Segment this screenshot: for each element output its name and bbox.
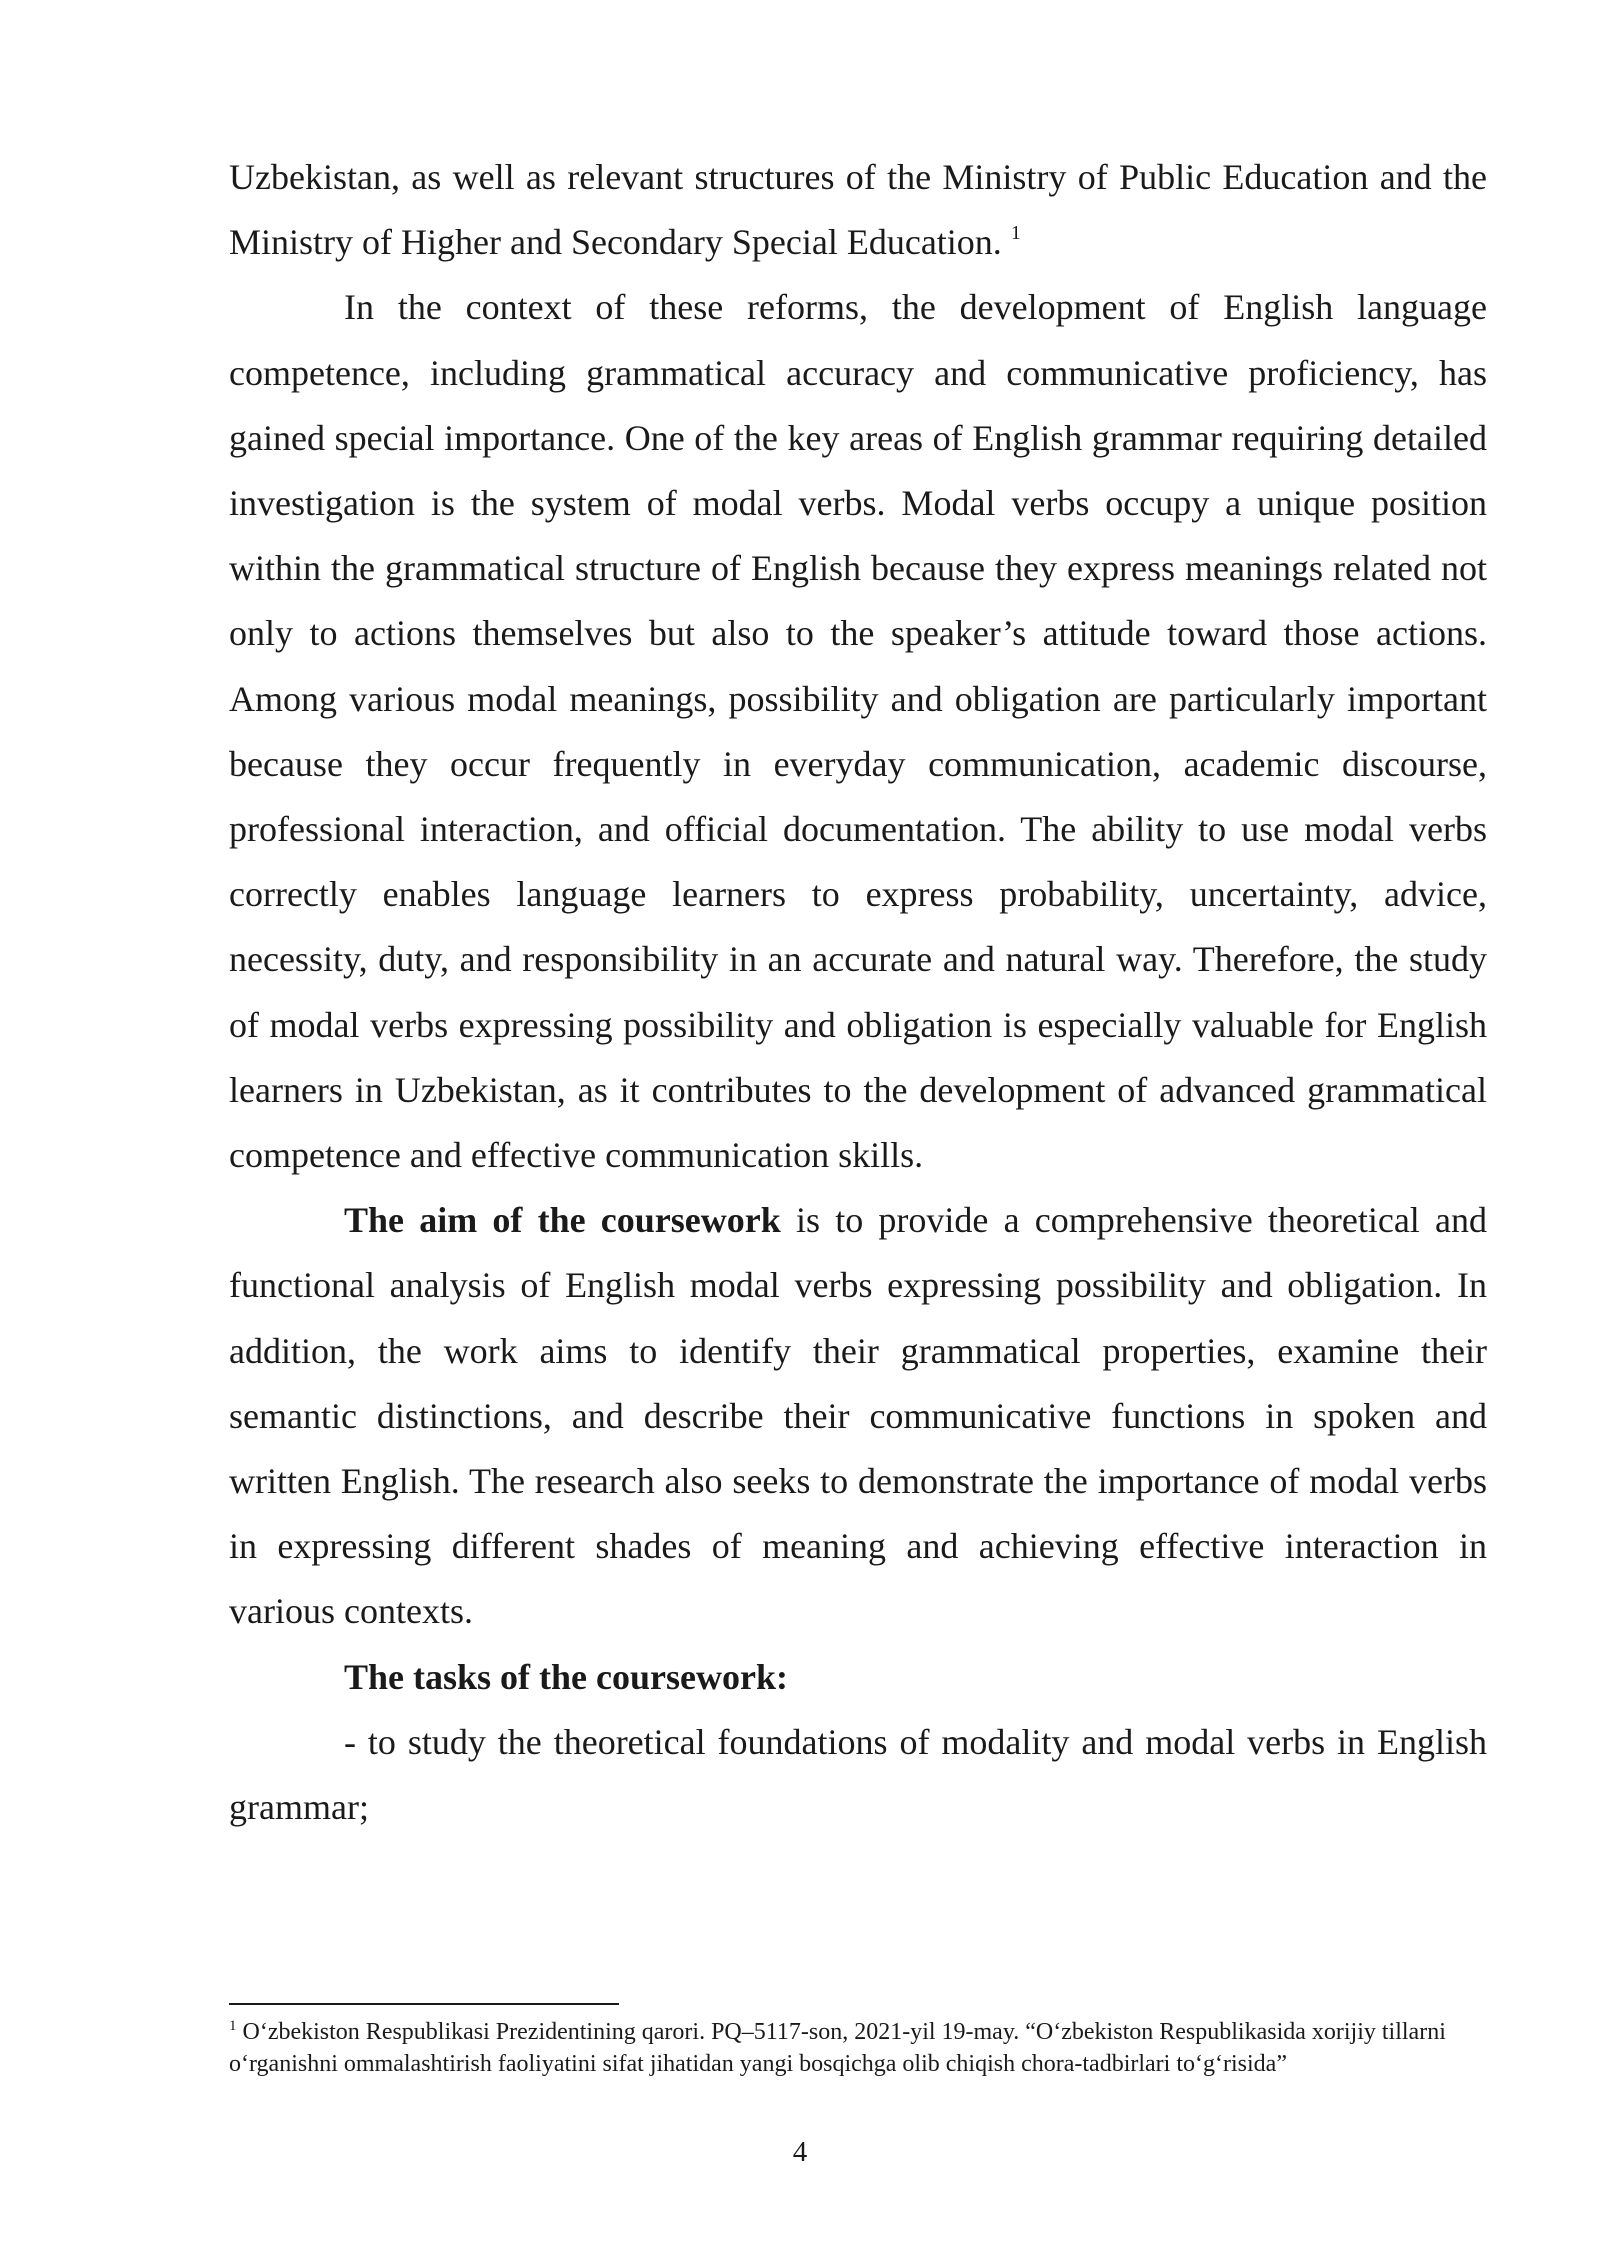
paragraph-reforms-context — [229, 275, 1487, 1188]
footnote-mark: 1 — [229, 2018, 237, 2034]
paragraph-text: Uzbekistan, as well as relevant structures of the Ministry of Public Education and the Ministry of Higher and Secondary Special Education. — [229, 157, 1487, 263]
paragraph-intro-continuation — [229, 145, 1487, 275]
paragraph-text: In the context of these reforms, the development of English language competence, including grammatical accuracy and communicative proficiency, has gained special importance. One of the key areas of English grammar requiring detailed investigation is the system of modal verbs. Modal verbs occupy a unique position within the grammatical structure of English because they express meanings related not only to actions themselves but also to the speaker’s attitude toward those actions. Among various modal meanings, possibility and obligation are particularly important because they occur frequently in everyday communication, academic discourse, professional interaction, and official documentation. The ability to use modal verbs correctly enables language learners to express probability, uncertainty, advice, necessity, duty, and responsibility in an accurate and natural way. Therefore, the study of modal verbs expressing possibility and obligation is especially valuable for English learners in Uzbekistan, as it contributes to the development of advanced grammatical competence and effective communication skills. — [229, 287, 1487, 1176]
footnote-reference: 1 — [1010, 222, 1021, 245]
footnote — [229, 2016, 1487, 2080]
paragraph-text: is to provide a comprehensive theoretical and functional analysis of English modal verbs expressing possibility and obligation. In addition, the work aims to identify their grammatical properties, examine their semantic distinctions, and describe their communicative functions in spoken and written English. The research also seeks to demonstrate the importance of modal verbs in expressing different shades of meaning and achieving effective interaction in various contexts. — [229, 1200, 1487, 1632]
paragraph-text: - to study the theoretical foundations of modality and modal verbs in English grammar; — [229, 1721, 1487, 1828]
page-number: 4 — [792, 2136, 808, 2168]
tasks-heading: The tasks of the coursework: — [344, 1656, 788, 1697]
footnote-text: O‘zbekiston Respublikasi Prezidentining qarori. PQ–5117-son, 2021-yil 19-may. “O‘zbekiston Respublikasida xorijiy tillarni o‘rganishni ommalashtirish faoliyatini sifat jihatidan yangi bosqichga olib chiqish chora-tadbirlari to‘g‘risida” — [229, 2019, 1446, 2077]
aim-heading: The aim of the coursework — [344, 1200, 781, 1241]
paragraph-tasks-heading — [229, 1645, 1487, 1710]
paragraph-aim — [229, 1188, 1487, 1644]
footnote-separator — [229, 2003, 619, 2005]
task-list-item — [229, 1710, 1487, 1840]
body-text — [229, 145, 1487, 1840]
